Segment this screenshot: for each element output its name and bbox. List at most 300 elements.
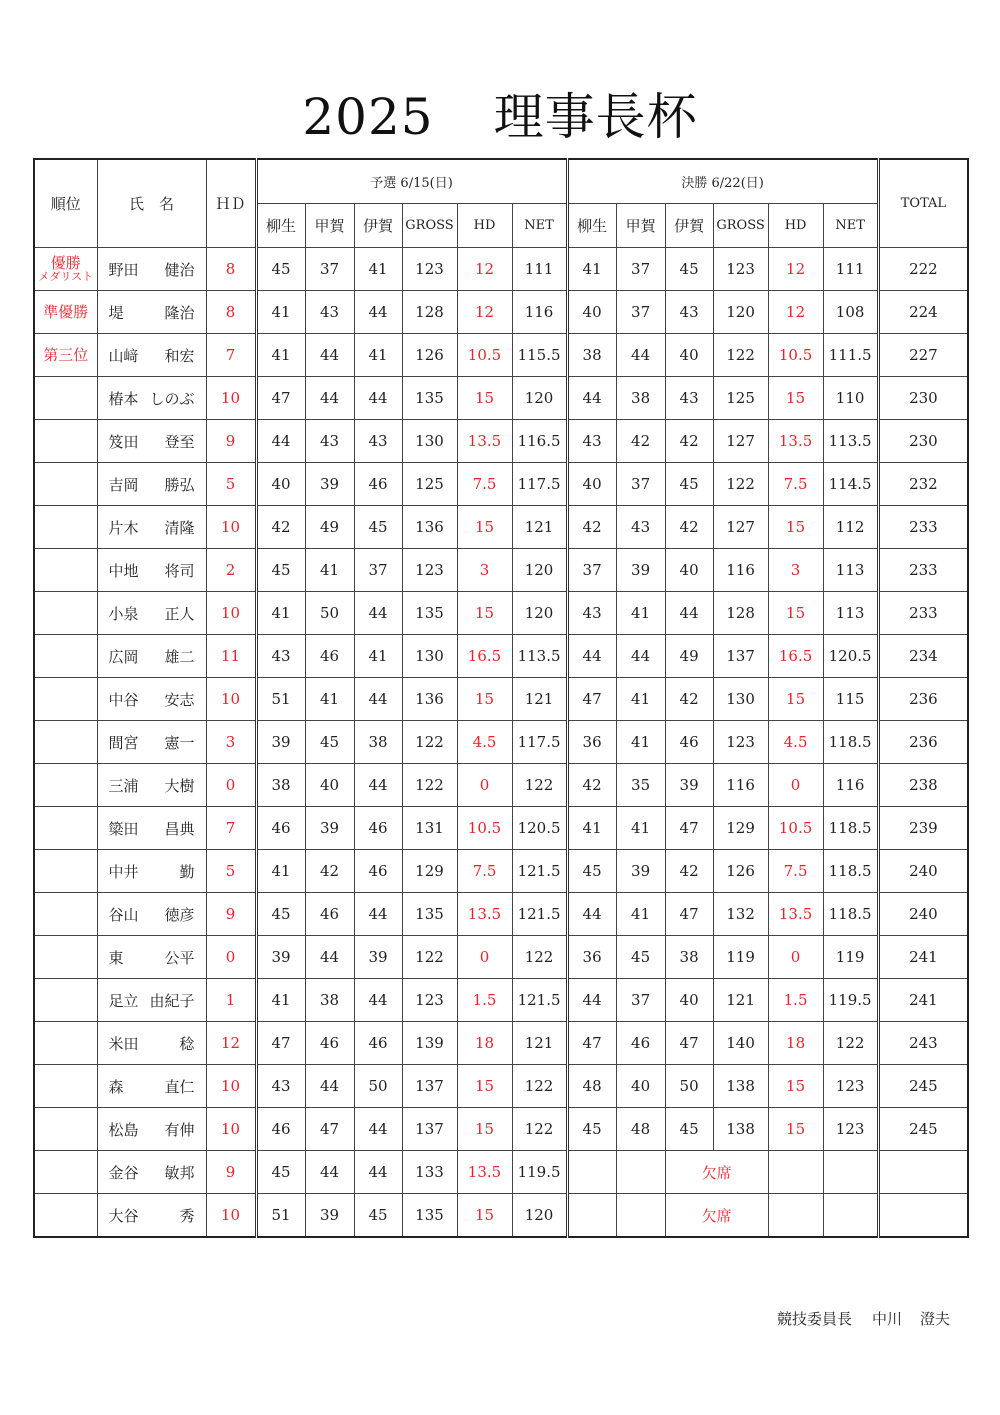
- player-given-name: 正人: [164, 604, 195, 623]
- total-cell: 224: [878, 291, 968, 334]
- final-score-cell: 37: [567, 549, 616, 592]
- qual-score-cell: 44: [305, 936, 354, 979]
- qual-score-cell: 45: [256, 248, 305, 291]
- qual-score-cell: 39: [305, 463, 354, 506]
- player-name: [97, 1065, 206, 1108]
- player-name-inner: [109, 431, 195, 452]
- qual-score-cell: 137: [402, 1065, 457, 1108]
- rank-cell: [34, 1022, 97, 1065]
- table-row: [34, 850, 968, 893]
- player-name-inner: [109, 388, 195, 409]
- qual-score-cell: 117.5: [512, 721, 567, 764]
- total-cell: 241: [878, 936, 968, 979]
- player-name: [97, 463, 206, 506]
- final-score-cell: 138: [713, 1108, 768, 1151]
- final-score-cell: 40: [665, 979, 713, 1022]
- final-score-cell: 46: [616, 1022, 665, 1065]
- absent-cell: 欠席: [665, 1194, 768, 1238]
- qual-score-cell: 113.5: [512, 635, 567, 678]
- player-name: [97, 893, 206, 936]
- player-family-name: 森: [108, 1077, 124, 1096]
- qual-subheader-0: 柳生: [256, 204, 305, 248]
- handicap-cell: 7: [206, 334, 256, 377]
- table-row: [34, 1151, 968, 1194]
- final-score-cell: 44: [616, 334, 665, 377]
- total-cell: 236: [878, 678, 968, 721]
- final-score-cell: 37: [616, 248, 665, 291]
- qual-score-cell: 122: [512, 1065, 567, 1108]
- table-row: [34, 979, 968, 1022]
- final-score-cell: 119: [823, 936, 878, 979]
- final-score-cell: 15: [768, 1065, 823, 1108]
- final-score-cell: 40: [567, 291, 616, 334]
- final-score-cell: 48: [567, 1065, 616, 1108]
- final-score-cell: 129: [713, 807, 768, 850]
- final-score-cell: 39: [665, 764, 713, 807]
- player-name: [97, 721, 206, 764]
- player-given-name: 勤: [179, 862, 195, 881]
- qual-score-cell: 121: [512, 1022, 567, 1065]
- final-score-cell: 42: [665, 506, 713, 549]
- header-row-top: [34, 159, 968, 204]
- qual-score-cell: 135: [402, 377, 457, 420]
- qual-score-cell: 46: [354, 463, 402, 506]
- signature-line: [777, 1308, 950, 1329]
- qual-score-cell: 120: [512, 1194, 567, 1238]
- final-score-cell: [823, 1194, 878, 1238]
- qual-score-cell: 47: [256, 377, 305, 420]
- final-score-cell: 13.5: [768, 420, 823, 463]
- qual-score-cell: 41: [256, 334, 305, 377]
- qual-score-cell: 38: [305, 979, 354, 1022]
- qual-score-cell: 15: [457, 1065, 512, 1108]
- final-score-cell: [567, 1151, 616, 1194]
- rank-cell: [34, 248, 97, 291]
- qual-score-cell: 39: [354, 936, 402, 979]
- qual-score-cell: 45: [354, 1194, 402, 1238]
- qual-score-cell: 13.5: [457, 893, 512, 936]
- player-name: [97, 1022, 206, 1065]
- table-row: [34, 592, 968, 635]
- final-score-cell: 114.5: [823, 463, 878, 506]
- final-score-cell: 43: [665, 377, 713, 420]
- final-score-cell: 38: [616, 377, 665, 420]
- final-score-cell: 40: [616, 1065, 665, 1108]
- final-score-cell: 41: [616, 592, 665, 635]
- footer-role: 競技委員長: [776, 1310, 852, 1328]
- rank-cell: [34, 334, 97, 377]
- final-score-cell: 113.5: [823, 420, 878, 463]
- final-score-cell: 36: [567, 936, 616, 979]
- qual-subheader-4: HD: [457, 204, 512, 248]
- absent-cell: 欠席: [665, 1151, 768, 1194]
- qual-score-cell: 131: [402, 807, 457, 850]
- final-score-cell: 119.5: [823, 979, 878, 1022]
- final-subheader-3: GROSS: [713, 204, 768, 248]
- final-score-cell: [768, 1151, 823, 1194]
- total-cell: 222: [878, 248, 968, 291]
- final-score-cell: 3: [768, 549, 823, 592]
- qual-score-cell: 10.5: [457, 334, 512, 377]
- qual-score-cell: 12: [457, 248, 512, 291]
- table-row: [34, 291, 968, 334]
- qual-score-cell: 44: [354, 764, 402, 807]
- qual-score-cell: 121.5: [512, 979, 567, 1022]
- player-name: [97, 248, 206, 291]
- player-name-inner: [109, 517, 195, 538]
- final-score-cell: 118.5: [823, 850, 878, 893]
- final-score-cell: 42: [665, 678, 713, 721]
- handicap-cell: 0: [206, 936, 256, 979]
- final-score-cell: 7.5: [768, 463, 823, 506]
- rank-label: 準優勝: [43, 303, 89, 321]
- table-row: [34, 1065, 968, 1108]
- final-score-cell: 46: [665, 721, 713, 764]
- player-name: [97, 1194, 206, 1238]
- qual-subheader-1: 甲賀: [305, 204, 354, 248]
- final-score-cell: 39: [616, 549, 665, 592]
- qual-score-cell: 42: [256, 506, 305, 549]
- player-name-inner: [109, 474, 195, 495]
- qual-score-cell: 44: [354, 1151, 402, 1194]
- final-score-cell: 36: [567, 721, 616, 764]
- handicap-cell: 10: [206, 592, 256, 635]
- page-title: [0, 86, 1000, 148]
- table-row: [34, 549, 968, 592]
- player-given-name: 安志: [164, 690, 195, 709]
- table-row: [34, 506, 968, 549]
- final-score-cell: 138: [713, 1065, 768, 1108]
- final-score-cell: 113: [823, 592, 878, 635]
- qual-score-cell: 42: [305, 850, 354, 893]
- final-score-cell: 40: [567, 463, 616, 506]
- final-score-cell: 37: [616, 463, 665, 506]
- rank-cell: [34, 764, 97, 807]
- final-score-cell: 4.5: [768, 721, 823, 764]
- rank-cell: [34, 1151, 97, 1194]
- qual-score-cell: 122: [402, 936, 457, 979]
- player-name-inner: [109, 1205, 195, 1226]
- handicap-cell: 12: [206, 1022, 256, 1065]
- total-cell: 230: [878, 377, 968, 420]
- total-cell: 232: [878, 463, 968, 506]
- player-name-inner: [109, 861, 195, 882]
- player-name: [97, 1108, 206, 1151]
- final-score-cell: [823, 1151, 878, 1194]
- player-family-name: 広岡: [108, 647, 139, 666]
- final-score-cell: 45: [567, 1108, 616, 1151]
- qual-score-cell: 120: [512, 592, 567, 635]
- final-subheader-5: NET: [823, 204, 878, 248]
- final-score-cell: 127: [713, 506, 768, 549]
- player-name-inner: [109, 990, 195, 1011]
- title-year: 2025: [302, 88, 434, 146]
- final-score-cell: 44: [567, 979, 616, 1022]
- rank-cell: [34, 291, 97, 334]
- qual-score-cell: 41: [354, 248, 402, 291]
- final-score-cell: 0: [768, 936, 823, 979]
- final-score-cell: 45: [665, 1108, 713, 1151]
- player-given-name: 昌典: [164, 819, 195, 838]
- qual-score-cell: 43: [305, 291, 354, 334]
- qual-score-cell: 45: [256, 1151, 305, 1194]
- final-score-cell: 113: [823, 549, 878, 592]
- final-score-cell: 42: [567, 506, 616, 549]
- handicap-cell: 2: [206, 549, 256, 592]
- rank-cell: [34, 893, 97, 936]
- qual-score-cell: 44: [305, 1151, 354, 1194]
- qual-score-cell: 122: [512, 1108, 567, 1151]
- player-given-name: 徳彦: [164, 905, 195, 924]
- qual-score-cell: 13.5: [457, 420, 512, 463]
- total-cell: 243: [878, 1022, 968, 1065]
- rank-cell: [34, 979, 97, 1022]
- qual-score-cell: 135: [402, 1194, 457, 1238]
- final-score-cell: 137: [713, 635, 768, 678]
- final-score-cell: 41: [567, 248, 616, 291]
- total-cell: 238: [878, 764, 968, 807]
- handicap-cell: 10: [206, 1108, 256, 1151]
- qual-score-cell: 46: [256, 807, 305, 850]
- final-score-cell: [567, 1194, 616, 1238]
- handicap-cell: 8: [206, 291, 256, 334]
- player-name-inner: [109, 947, 195, 968]
- final-score-cell: 123: [713, 248, 768, 291]
- qual-score-cell: 39: [305, 1194, 354, 1238]
- qual-score-cell: 45: [256, 893, 305, 936]
- qual-score-cell: 44: [354, 377, 402, 420]
- qual-score-cell: 45: [354, 506, 402, 549]
- rank-header: 順位: [34, 159, 97, 248]
- qual-score-cell: 133: [402, 1151, 457, 1194]
- qual-score-cell: 50: [305, 592, 354, 635]
- qual-score-cell: 121: [512, 506, 567, 549]
- final-score-cell: 15: [768, 506, 823, 549]
- qual-score-cell: 15: [457, 377, 512, 420]
- rank-cell: [34, 850, 97, 893]
- player-name: [97, 1151, 206, 1194]
- rank-cell: [34, 1194, 97, 1238]
- player-name: [97, 764, 206, 807]
- player-name: [97, 807, 206, 850]
- qual-score-cell: 136: [402, 506, 457, 549]
- final-score-cell: 37: [616, 291, 665, 334]
- player-name: [97, 979, 206, 1022]
- final-score-cell: 122: [823, 1022, 878, 1065]
- player-name-inner: [109, 259, 195, 280]
- player-family-name: 中地: [108, 561, 139, 580]
- rank-cell: [34, 678, 97, 721]
- player-given-name: しのぶ: [149, 389, 195, 408]
- qual-score-cell: 41: [256, 979, 305, 1022]
- final-score-cell: 38: [567, 334, 616, 377]
- rank-label: 優勝: [50, 254, 81, 272]
- table-row: [34, 1108, 968, 1151]
- qual-subheader-5: NET: [512, 204, 567, 248]
- final-score-cell: 49: [665, 635, 713, 678]
- player-given-name: 登至: [164, 432, 195, 451]
- qual-score-cell: 44: [354, 592, 402, 635]
- table-row: [34, 420, 968, 463]
- qual-subheader-3: GROSS: [402, 204, 457, 248]
- rank-cell: [34, 635, 97, 678]
- qual-score-cell: 121.5: [512, 850, 567, 893]
- player-given-name: 秀: [179, 1206, 195, 1225]
- qual-score-cell: 43: [305, 420, 354, 463]
- player-family-name: 小泉: [108, 604, 139, 623]
- final-score-cell: 123: [823, 1108, 878, 1151]
- final-score-cell: 118.5: [823, 721, 878, 764]
- final-score-cell: 0: [768, 764, 823, 807]
- player-name-inner: [109, 689, 195, 710]
- player-name: [97, 678, 206, 721]
- final-score-cell: 43: [567, 420, 616, 463]
- player-family-name: 中井: [108, 862, 139, 881]
- qual-score-cell: 129: [402, 850, 457, 893]
- final-score-cell: 122: [713, 334, 768, 377]
- qual-score-cell: 47: [305, 1108, 354, 1151]
- qual-score-cell: 46: [256, 1108, 305, 1151]
- handicap-cell: 10: [206, 506, 256, 549]
- qual-score-cell: 15: [457, 506, 512, 549]
- total-cell: [878, 1194, 968, 1238]
- handicap-cell: 9: [206, 420, 256, 463]
- results-body: [34, 248, 968, 1238]
- rank-cell: [34, 377, 97, 420]
- player-family-name: 三浦: [108, 776, 139, 795]
- results-table: [33, 158, 969, 1238]
- final-score-cell: 41: [616, 721, 665, 764]
- player-family-name: 松島: [108, 1120, 139, 1139]
- player-family-name: 簗田: [108, 819, 139, 838]
- final-score-cell: 44: [665, 592, 713, 635]
- final-score-cell: 44: [567, 377, 616, 420]
- player-family-name: 山﨑: [108, 346, 139, 365]
- final-score-cell: [616, 1151, 665, 1194]
- qual-score-cell: 43: [256, 1065, 305, 1108]
- final-score-cell: 45: [616, 936, 665, 979]
- player-given-name: 勝弘: [164, 475, 195, 494]
- final-score-cell: 42: [665, 850, 713, 893]
- final-subheader-4: HD: [768, 204, 823, 248]
- qual-score-cell: 4.5: [457, 721, 512, 764]
- table-row: [34, 721, 968, 764]
- qual-score-cell: 15: [457, 678, 512, 721]
- total-cell: 234: [878, 635, 968, 678]
- final-score-cell: 41: [616, 678, 665, 721]
- qual-score-cell: 121: [512, 678, 567, 721]
- handicap-cell: 11: [206, 635, 256, 678]
- qual-score-cell: 37: [354, 549, 402, 592]
- qual-score-cell: 45: [305, 721, 354, 764]
- qual-score-cell: 119.5: [512, 1151, 567, 1194]
- qual-score-cell: 116: [512, 291, 567, 334]
- qual-score-cell: 123: [402, 979, 457, 1022]
- qual-score-cell: 136: [402, 678, 457, 721]
- final-score-cell: 1.5: [768, 979, 823, 1022]
- rank-cell: [34, 506, 97, 549]
- player-family-name: 東: [108, 948, 124, 967]
- final-score-cell: 44: [616, 635, 665, 678]
- final-score-cell: 121: [713, 979, 768, 1022]
- total-cell: 233: [878, 592, 968, 635]
- qual-score-cell: 37: [305, 248, 354, 291]
- final-score-cell: 35: [616, 764, 665, 807]
- final-score-cell: 12: [768, 248, 823, 291]
- qual-score-cell: 41: [256, 850, 305, 893]
- handicap-cell: 9: [206, 1151, 256, 1194]
- final-score-cell: 43: [616, 506, 665, 549]
- final-score-cell: 140: [713, 1022, 768, 1065]
- final-score-cell: 12: [768, 291, 823, 334]
- final-score-cell: 45: [665, 248, 713, 291]
- qual-score-cell: 126: [402, 334, 457, 377]
- qual-score-cell: 120: [512, 549, 567, 592]
- table-row: [34, 1194, 968, 1238]
- final-score-cell: 38: [665, 936, 713, 979]
- final-score-cell: 15: [768, 592, 823, 635]
- player-family-name: 米田: [108, 1034, 139, 1053]
- qual-score-cell: 51: [256, 1194, 305, 1238]
- final-score-cell: 116: [713, 549, 768, 592]
- player-given-name: 清隆: [164, 518, 195, 537]
- qual-score-cell: 15: [457, 592, 512, 635]
- rank-label: 第三位: [43, 346, 89, 364]
- final-score-cell: 120: [713, 291, 768, 334]
- player-given-name: 雄二: [164, 647, 195, 666]
- table-row: [34, 764, 968, 807]
- qual-score-cell: 137: [402, 1108, 457, 1151]
- final-score-cell: 42: [665, 420, 713, 463]
- qual-score-cell: 46: [354, 807, 402, 850]
- total-cell: 239: [878, 807, 968, 850]
- total-cell: 230: [878, 420, 968, 463]
- qual-score-cell: 15: [457, 1108, 512, 1151]
- player-given-name: 直仁: [164, 1077, 195, 1096]
- qual-score-cell: 130: [402, 420, 457, 463]
- qual-score-cell: 41: [305, 678, 354, 721]
- player-given-name: 憲一: [164, 733, 195, 752]
- qual-score-cell: 128: [402, 291, 457, 334]
- final-score-cell: 122: [713, 463, 768, 506]
- handicap-cell: 8: [206, 248, 256, 291]
- qual-score-cell: 44: [354, 291, 402, 334]
- qual-score-cell: 12: [457, 291, 512, 334]
- player-name: [97, 506, 206, 549]
- final-score-cell: 39: [616, 850, 665, 893]
- qual-score-cell: 44: [256, 420, 305, 463]
- qual-score-cell: 41: [354, 635, 402, 678]
- player-given-name: 和宏: [164, 346, 195, 365]
- qual-score-cell: 44: [354, 678, 402, 721]
- table-row: [34, 936, 968, 979]
- total-cell: 227: [878, 334, 968, 377]
- qual-score-cell: 116.5: [512, 420, 567, 463]
- final-score-cell: 13.5: [768, 893, 823, 936]
- rank-cell: [34, 721, 97, 764]
- handicap-cell: 5: [206, 463, 256, 506]
- qual-score-cell: 46: [305, 1022, 354, 1065]
- player-name: [97, 291, 206, 334]
- player-given-name: 由紀子: [149, 991, 195, 1010]
- qual-score-cell: 46: [354, 1022, 402, 1065]
- player-given-name: 将司: [164, 561, 195, 580]
- qual-score-cell: 49: [305, 506, 354, 549]
- qual-score-cell: 135: [402, 893, 457, 936]
- final-score-cell: 119: [713, 936, 768, 979]
- qual-score-cell: 3: [457, 549, 512, 592]
- player-given-name: 隆治: [164, 303, 195, 322]
